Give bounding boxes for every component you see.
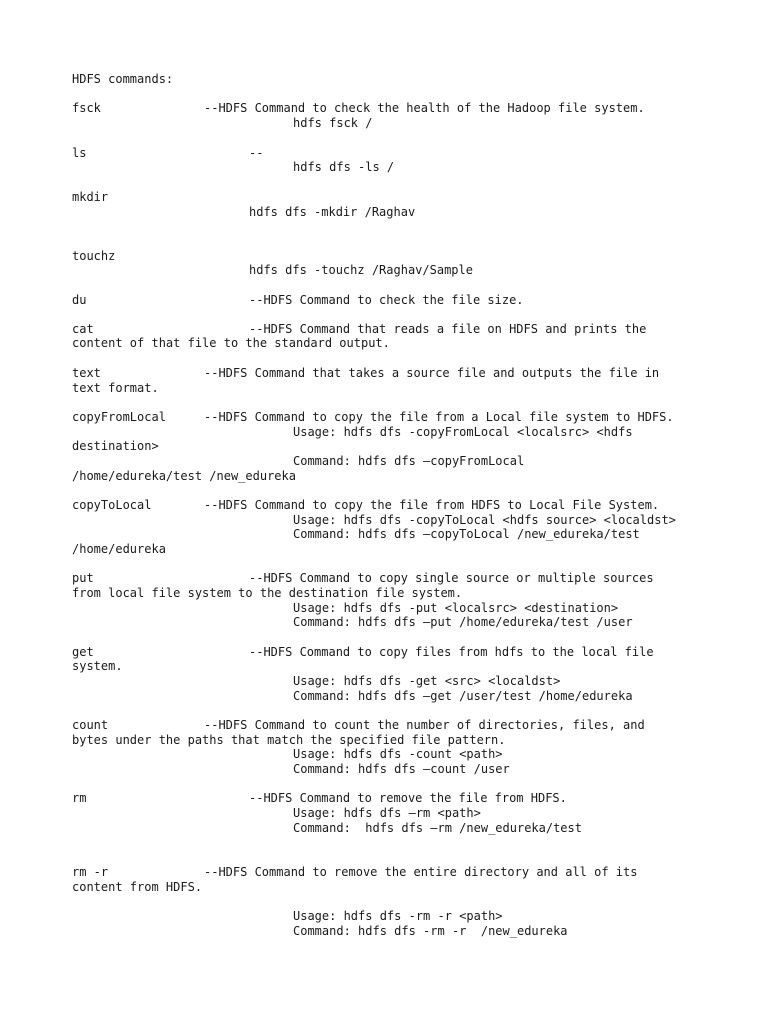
command-name-text: text — [72, 366, 101, 380]
command-usage-rm: Usage: hdfs dfs –rm <path> — [293, 806, 481, 820]
command-description-put-cont: from local file system to the destination file system. — [72, 586, 463, 600]
command-usage-copytolocal: Usage: hdfs dfs -copyToLocal <hdfs source> <localdst> — [293, 513, 676, 527]
command-name-touchz: touchz — [72, 249, 116, 263]
command-usage-copyfromlocal-cont: destination> — [72, 439, 159, 453]
command-description-count: --HDFS Command to count the number of directories, files, and — [204, 718, 645, 732]
command-example-rm-r: Command: hdfs dfs -rm -r /new_edureka — [293, 924, 568, 938]
command-name-fsck: fsck — [72, 101, 101, 115]
command-description-count-cont: bytes under the paths that match the specified file pattern. — [72, 733, 506, 747]
command-description-ls: -- — [249, 146, 264, 160]
command-name-du: du — [72, 293, 87, 307]
command-description-cat: --HDFS Command that reads a file on HDFS and prints the — [249, 322, 647, 336]
command-description-rm-r-cont: content from HDFS. — [72, 880, 203, 894]
command-usage-count: Usage: hdfs dfs -count <path> — [293, 747, 503, 761]
command-example-copyfromlocal-cont: /home/edureka/test /new_edureka — [72, 469, 296, 483]
command-name-copyfromlocal: copyFromLocal — [72, 410, 166, 424]
command-description-get: --HDFS Command to copy files from hdfs to the local file — [249, 645, 654, 659]
command-name-rm-r: rm -r — [72, 865, 109, 879]
command-name-count: count — [72, 718, 109, 732]
command-example-count: Command: hdfs dfs –count /user — [293, 762, 510, 776]
command-example-fsck: hdfs fsck / — [293, 116, 373, 130]
command-example-copytolocal: Command: hdfs dfs –copyToLocal /new_edureka/test — [293, 527, 640, 541]
command-name-rm: rm — [72, 791, 87, 805]
command-name-get: get — [72, 645, 94, 659]
command-usage-copyfromlocal: Usage: hdfs dfs -copyFromLocal <localsrc> <hdfs — [293, 425, 633, 439]
command-description-fsck: --HDFS Command to check the health of the Hadoop file system. — [204, 101, 645, 115]
command-description-text: --HDFS Command that takes a source file and outputs the file in — [204, 366, 660, 380]
command-example-touchz: hdfs dfs -touchz /Raghav/Sample — [249, 263, 473, 277]
command-description-rm-r: --HDFS Command to remove the entire directory and all of its — [204, 865, 638, 879]
command-example-mkdir: hdfs dfs -mkdir /Raghav — [249, 205, 416, 219]
command-description-cat-cont: content of that file to the standard output. — [72, 336, 390, 350]
command-description-copytolocal: --HDFS Command to copy the file from HDFS to Local File System. — [204, 498, 660, 512]
command-example-copytolocal-cont: /home/edureka — [72, 542, 166, 556]
command-name-ls: ls — [72, 146, 87, 160]
command-example-put: Command: hdfs dfs –put /home/edureka/test /user — [293, 615, 633, 629]
command-example-ls: hdfs dfs -ls / — [293, 160, 395, 174]
command-description-put: --HDFS Command to copy single source or multiple sources — [249, 571, 654, 585]
command-description-copyfromlocal: --HDFS Command to copy the file from a Local file system to HDFS. — [204, 410, 674, 424]
command-example-rm: Command: hdfs dfs –rm /new_edureka/test — [293, 821, 582, 835]
command-name-copytolocal: copyToLocal — [72, 498, 152, 512]
command-name-put: put — [72, 571, 94, 585]
command-example-copyfromlocal: Command: hdfs dfs –copyFromLocal — [293, 454, 525, 468]
command-usage-get: Usage: hdfs dfs -get <src> <localdst> — [293, 674, 561, 688]
command-name-mkdir: mkdir — [72, 190, 109, 204]
command-usage-put: Usage: hdfs dfs -put <localsrc> <destination> — [293, 601, 619, 615]
command-example-get: Command: hdfs dfs –get /user/test /home/edureka — [293, 689, 633, 703]
command-description-text-cont: text format. — [72, 381, 159, 395]
command-description-rm: --HDFS Command to remove the file from HDFS. — [249, 791, 567, 805]
document-heading: HDFS commands: — [72, 72, 174, 86]
command-usage-rm-r: Usage: hdfs dfs -rm -r <path> — [293, 909, 503, 923]
command-description-du: --HDFS Command to check the file size. — [249, 293, 524, 307]
command-description-get-cont: system. — [72, 659, 123, 673]
command-name-cat: cat — [72, 322, 94, 336]
